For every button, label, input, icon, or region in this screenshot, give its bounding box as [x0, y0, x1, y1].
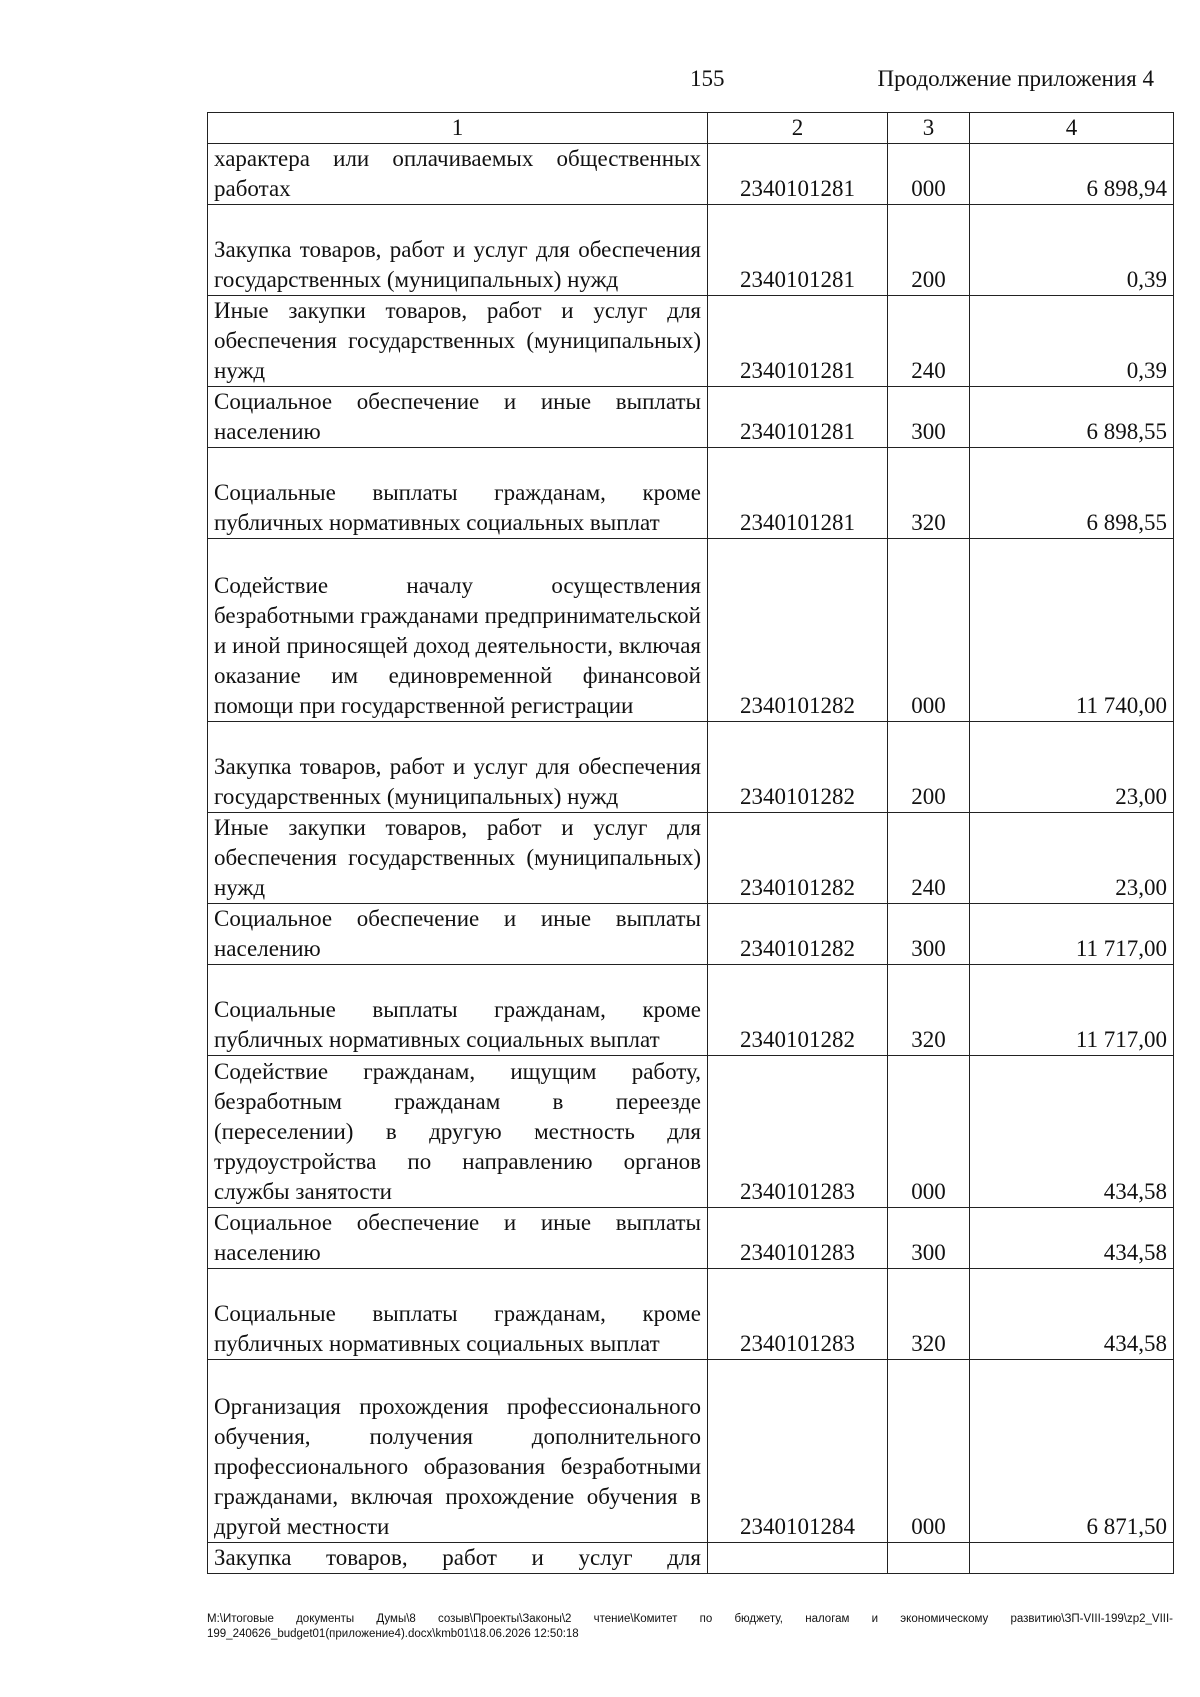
table-row — [208, 1269, 1174, 1360]
table-row — [208, 1056, 1174, 1208]
row-code: 2340101282 — [708, 539, 888, 722]
row-description: Иные закупки товаров, работ и услуг для обеспечения государственных (муниципальных) нужд — [208, 296, 708, 387]
row-kind: 000 — [888, 539, 970, 722]
row-kind: 000 — [888, 144, 970, 205]
row-code: 2340101282 — [708, 722, 888, 813]
row-kind: 320 — [888, 965, 970, 1056]
row-description: Содействие гражданам, ищущим работу, безработным гражданам в переезде (переселении) в другую местность для трудоустройства по направлению органов службы занятости — [208, 1056, 708, 1208]
table-row — [208, 144, 1174, 205]
file-path-footer: M:\Итоговые документы Думы\8 созыв\Проекты\Законы\2 чтение\Комитет по бюджету, налогам и экономическому развитию\ЗП-VIII-199\zp2_VIII-199_240626_budget01(приложение4).docx\kmb01\18.06.2026 12:50:18 — [207, 1613, 1173, 1640]
row-amount: 11 740,00 — [970, 539, 1174, 722]
table-header-row — [208, 113, 1174, 144]
row-description: Социальные выплаты гражданам, кроме публичных нормативных социальных выплат — [208, 448, 708, 539]
row-code: 2340101281 — [708, 205, 888, 296]
row-code: 2340101282 — [708, 813, 888, 904]
row-kind: 000 — [888, 1056, 970, 1208]
table-row — [208, 965, 1174, 1056]
row-kind: 320 — [888, 1269, 970, 1360]
row-description: Социальное обеспечение и иные выплаты населению — [208, 1208, 708, 1269]
row-code — [708, 1543, 888, 1574]
row-amount: 434,58 — [970, 1269, 1174, 1360]
row-code: 2340101281 — [708, 448, 888, 539]
row-amount: 11 717,00 — [970, 965, 1174, 1056]
row-amount: 11 717,00 — [970, 904, 1174, 965]
continuation-label: Продолжение приложения 4 — [877, 66, 1154, 91]
row-code: 2340101281 — [708, 144, 888, 205]
column-header: 1 — [208, 113, 708, 144]
row-kind: 240 — [888, 813, 970, 904]
table-row — [208, 448, 1174, 539]
row-kind: 200 — [888, 205, 970, 296]
row-kind: 300 — [888, 1208, 970, 1269]
row-code: 2340101281 — [708, 296, 888, 387]
row-code: 2340101283 — [708, 1056, 888, 1208]
row-kind: 240 — [888, 296, 970, 387]
row-code: 2340101282 — [708, 904, 888, 965]
row-description: характера или оплачиваемых общественных работах — [208, 144, 708, 205]
row-description: Закупка товаров, работ и услуг для обеспечения государственных (муниципальных) нужд — [208, 205, 708, 296]
row-kind: 320 — [888, 448, 970, 539]
column-header: 2 — [708, 113, 888, 144]
budget-table — [207, 112, 1174, 1574]
row-amount: 6 898,55 — [970, 448, 1174, 539]
row-description: Социальные выплаты гражданам, кроме публичных нормативных социальных выплат — [208, 1269, 708, 1360]
row-amount: 434,58 — [970, 1056, 1174, 1208]
row-amount: 0,39 — [970, 296, 1174, 387]
row-kind: 300 — [888, 904, 970, 965]
table-row — [208, 387, 1174, 448]
row-code: 2340101283 — [708, 1269, 888, 1360]
table-row — [208, 722, 1174, 813]
row-description: Социальное обеспечение и иные выплаты населению — [208, 387, 708, 448]
table-row — [208, 904, 1174, 965]
row-amount: 23,00 — [970, 722, 1174, 813]
table-row — [208, 1208, 1174, 1269]
page-number: 155 — [690, 66, 725, 91]
row-code: 2340101281 — [708, 387, 888, 448]
row-amount: 23,00 — [970, 813, 1174, 904]
row-description: Социальные выплаты гражданам, кроме публичных нормативных социальных выплат — [208, 965, 708, 1056]
table-row — [208, 539, 1174, 722]
table-row — [208, 1543, 1174, 1574]
row-kind: 200 — [888, 722, 970, 813]
table-row — [208, 205, 1174, 296]
column-header: 4 — [970, 113, 1174, 144]
row-description: Закупка товаров, работ и услуг для обеспечения государственных (муниципальных) нужд — [208, 722, 708, 813]
row-kind — [888, 1543, 970, 1574]
row-kind: 300 — [888, 387, 970, 448]
row-amount: 6 898,55 — [970, 387, 1174, 448]
row-amount: 0,39 — [970, 205, 1174, 296]
row-code: 2340101284 — [708, 1360, 888, 1543]
row-amount: 434,58 — [970, 1208, 1174, 1269]
row-description: Социальное обеспечение и иные выплаты населению — [208, 904, 708, 965]
row-amount — [970, 1543, 1174, 1574]
row-description: Организация прохождения профессионального обучения, получения дополнительного профессионального образования безработными гражданами, включая прохождение обучения в другой местности — [208, 1360, 708, 1543]
row-code: 2340101283 — [708, 1208, 888, 1269]
table-row — [208, 296, 1174, 387]
table-row — [208, 813, 1174, 904]
row-description: Содействие началу осуществления безработными гражданами предпринимательской и иной приносящей доход деятельности, включая оказание им единовременной финансовой помощи при государственной регистрации — [208, 539, 708, 722]
row-description: Иные закупки товаров, работ и услуг для обеспечения государственных (муниципальных) нужд — [208, 813, 708, 904]
column-header: 3 — [888, 113, 970, 144]
row-code: 2340101282 — [708, 965, 888, 1056]
row-amount: 6 898,94 — [970, 144, 1174, 205]
row-amount: 6 871,50 — [970, 1360, 1174, 1543]
row-description: Закупка товаров, работ и услуг для — [208, 1543, 708, 1574]
table-row — [208, 1360, 1174, 1543]
row-kind: 000 — [888, 1360, 970, 1543]
